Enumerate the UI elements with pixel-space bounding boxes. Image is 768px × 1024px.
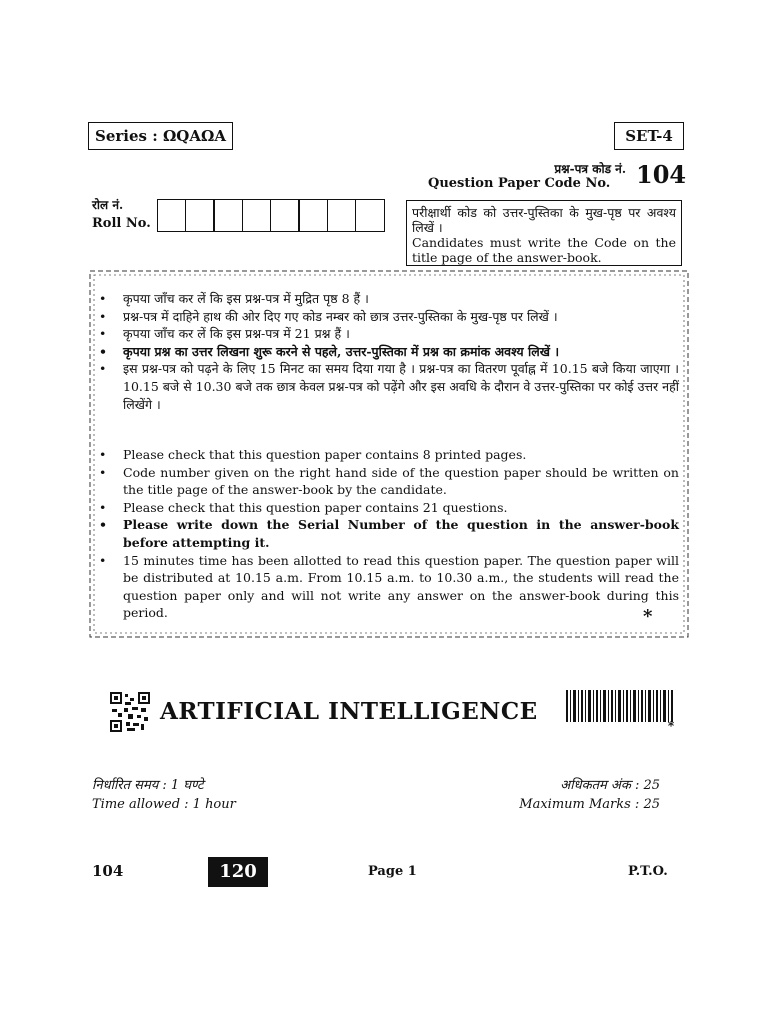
qr-code-icon xyxy=(110,692,150,732)
instruction-english-5: • 15 minutes time has been allotted to read this question paper. The question paper will be distributed at 10.15 a.m. From 10.15 a.m. to 10.30 a.m., the students will read the question paper only and will not write any answer on the answer-book during this period. xyxy=(99,552,679,621)
footer-number-badge: 120 xyxy=(208,857,268,887)
instruction-english-2: • Code number given on the right hand side of the question paper should be written on the title page of the answer-book by the candidate. xyxy=(99,464,679,498)
roll-no-label: Roll No. xyxy=(92,216,151,231)
roll-no-boxes[interactable] xyxy=(158,199,385,232)
instruction-hindi-2: • प्रश्न-पत्र में दाहिने हाथ की ओर दिए गए कोड नम्बर को छात्र उत्तर-पुस्तिका के मुख-पृष्ठ पर लिखें । xyxy=(99,308,558,324)
roll-digit-box[interactable] xyxy=(157,199,187,232)
time-allowed-hindi: निर्धारित समय : 1 घण्टे xyxy=(92,778,204,793)
instruction-hindi-4: • कृपया प्रश्न का उत्तर लिखना शुरू करने से पहले, उत्तर-पुस्तिका में प्रश्न का क्रमांक अवश्य लिखें । xyxy=(99,343,560,359)
barcode-icon xyxy=(566,690,676,730)
pto-label: P.T.O. xyxy=(628,864,668,879)
series-label: Series : ΩQAΩA xyxy=(88,122,233,150)
instruction-hindi-1: • कृपया जाँच कर लें कि इस प्रश्न-पत्र में मुद्रित पृष्ठ 8 हैं । xyxy=(99,291,369,306)
candidate-note-hindi: परीक्षार्थी कोड को उत्तर-पुस्तिका के मुख-पृष्ठ पर अवश्य लिखें । xyxy=(412,205,676,235)
roll-digit-box[interactable] xyxy=(213,199,243,232)
set-label: SET-4 xyxy=(614,122,684,150)
roll-digit-box[interactable] xyxy=(270,199,300,232)
subject-title: ARTIFICIAL INTELLIGENCE xyxy=(160,698,538,725)
instruction-english-1: • Please check that this question paper contains 8 printed pages. xyxy=(99,447,527,462)
page-number: Page 1 xyxy=(368,864,417,879)
roll-digit-box[interactable] xyxy=(185,199,215,232)
roll-digit-box[interactable] xyxy=(355,199,385,232)
instruction-english-4: • Please write down the Serial Number of the question in the answer-book before attempting it. xyxy=(99,517,679,550)
roll-digit-box[interactable] xyxy=(242,199,272,232)
question-paper-code-label: Question Paper Code No. xyxy=(428,176,611,191)
barcode-star: * xyxy=(667,719,675,730)
instructions-box xyxy=(87,268,691,640)
question-paper-code-hindi: प्रश्न-पत्र कोड नं. xyxy=(554,162,626,176)
candidate-note-box xyxy=(406,200,682,266)
time-allowed: Time allowed : 1 hour xyxy=(92,797,236,812)
candidate-note-english: Candidates must write the Code on the title page of the answer-book. xyxy=(412,235,676,265)
roll-digit-box[interactable] xyxy=(327,199,357,232)
instruction-hindi-3: • कृपया जाँच कर लें कि इस प्रश्न-पत्र में 21 प्रश्न हैं । xyxy=(99,326,350,342)
instruction-hindi-5: • इस प्रश्न-पत्र को पढ़ने के लिए 15 मिनट का समय दिया गया है । प्रश्न-पत्र का वितरण पूर्वाह्न में 10.15 बजे किया जाएगा । 10.15 बजे से 10.30 बजे तक छात्र केवल प्रश्न-पत्र को पढ़ेंगे और इस अवधि के दौरान वे उत्तर-पुस्तिका पर कोई उत्तर नहीं लिखेंगे । xyxy=(99,361,679,412)
question-paper-code: 104 xyxy=(636,160,687,189)
footer-code: 104 xyxy=(92,862,124,880)
roll-no-hindi: रोल नं. xyxy=(92,198,124,212)
maximum-marks-hindi: अधिकतम अंक : 25 xyxy=(560,778,660,793)
maximum-marks: Maximum Marks : 25 xyxy=(519,797,660,812)
star-mark: * xyxy=(643,606,653,627)
instruction-english-3: • Please check that this question paper contains 21 questions. xyxy=(99,499,508,515)
roll-digit-box[interactable] xyxy=(298,199,328,232)
